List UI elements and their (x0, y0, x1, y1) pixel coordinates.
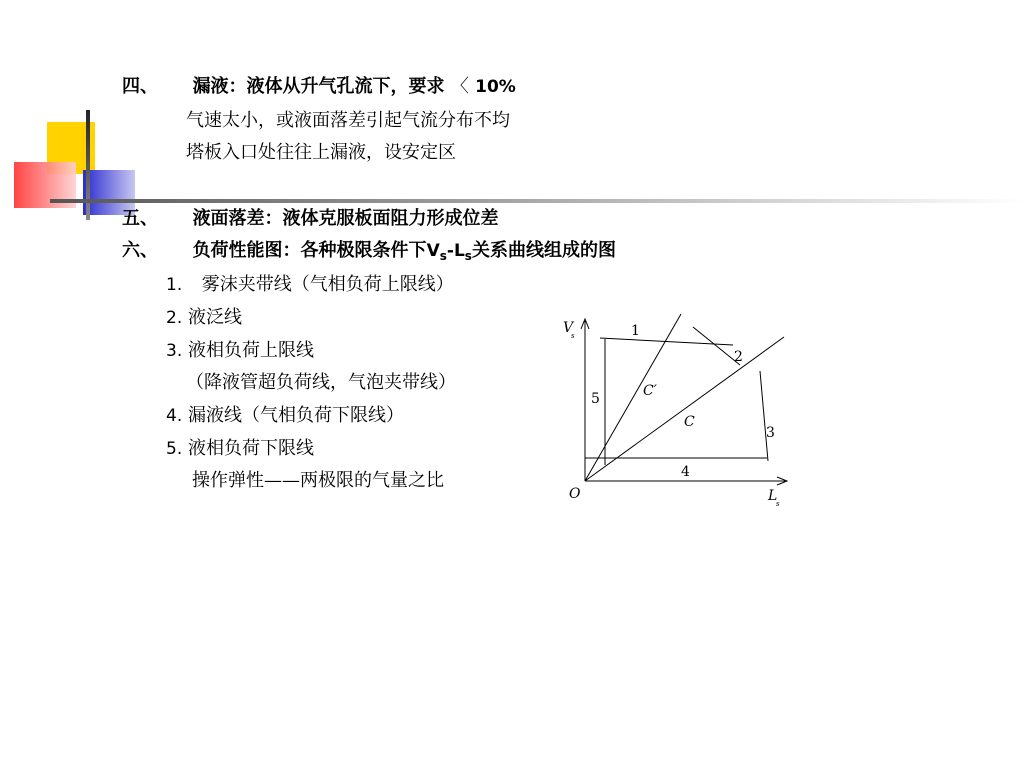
line-c (585, 337, 784, 481)
item-four-index: 四、 (122, 76, 158, 97)
list-item-text: （降液管超负荷线，气泡夹带线） (186, 372, 456, 393)
list-item-number: 3. (166, 341, 183, 361)
list-item-number: 1. (166, 275, 183, 295)
item-six-v-sub: s (439, 249, 447, 263)
y-axis-label: V (563, 320, 574, 336)
item-five (122, 208, 499, 230)
list-item (166, 340, 314, 362)
list-item (166, 438, 314, 460)
load-performance-diagram (555, 305, 795, 515)
origin-label: O (569, 486, 581, 502)
label-4: 4 (681, 464, 690, 480)
x-axis-label: L (768, 488, 778, 504)
item-six-title-prefix: 负荷性能图：各种极限条件下 (192, 240, 427, 261)
list-item-number: 4. (166, 406, 183, 426)
item-four-detail-2: 塔板入口处往往上漏液，设安定区 (186, 142, 456, 163)
item-four-value: 10% (475, 77, 516, 97)
y-axis-sub: s (571, 332, 575, 340)
label-3: 3 (766, 425, 775, 441)
item-four-detail-1: 气速太小，或液面落差引起气流分布不均 (186, 110, 510, 131)
horizontal-rule (50, 199, 1024, 203)
line-3 (760, 371, 768, 461)
list-item (166, 405, 404, 427)
label-2: 2 (734, 349, 743, 365)
label-5: 5 (591, 391, 600, 407)
item-four (122, 76, 516, 98)
label-c: C (684, 414, 695, 430)
item-four-bracket: 〈 (450, 76, 469, 97)
item-six-l-sub: s (464, 249, 472, 263)
decorative-corner-graphic (0, 0, 1024, 230)
line-2 (693, 327, 740, 365)
list-item-text: 雾沫夹带线（气相负荷上限线） (201, 274, 454, 295)
item-six-title-suffix: 关系曲线组成的图 (471, 240, 616, 261)
item-five-index: 五、 (122, 208, 158, 229)
flexibility-definition: 操作弹性——两极限的气量之比 (192, 470, 444, 491)
item-six-l: L (453, 241, 465, 261)
list-item (166, 307, 242, 329)
item-six-index: 六、 (122, 240, 158, 261)
list-item-text: 液相负荷上限线 (187, 340, 314, 361)
label-c-prime: C′ (643, 383, 657, 399)
list-item-text: 漏液线（气相负荷下限线） (187, 405, 404, 426)
item-six-v: V (426, 241, 440, 261)
vertical-bar (86, 110, 90, 220)
item-four-title: 漏液：液体从升气孔流下，要求 (192, 76, 445, 97)
list-item-text: 液相负荷下限线 (187, 438, 314, 459)
x-axis-sub: s (776, 500, 780, 508)
item-five-title: 液面落差：液体克服板面阻力形成位差 (192, 208, 499, 229)
list-item (166, 274, 454, 296)
item-six (122, 240, 616, 267)
item-six-dash: - (446, 241, 454, 261)
list-item-text: 液泛线 (187, 307, 242, 328)
list-item-number: 5. (166, 439, 183, 459)
label-1: 1 (631, 323, 640, 339)
list-item-note (186, 372, 456, 394)
list-item-number: 2. (166, 308, 183, 328)
